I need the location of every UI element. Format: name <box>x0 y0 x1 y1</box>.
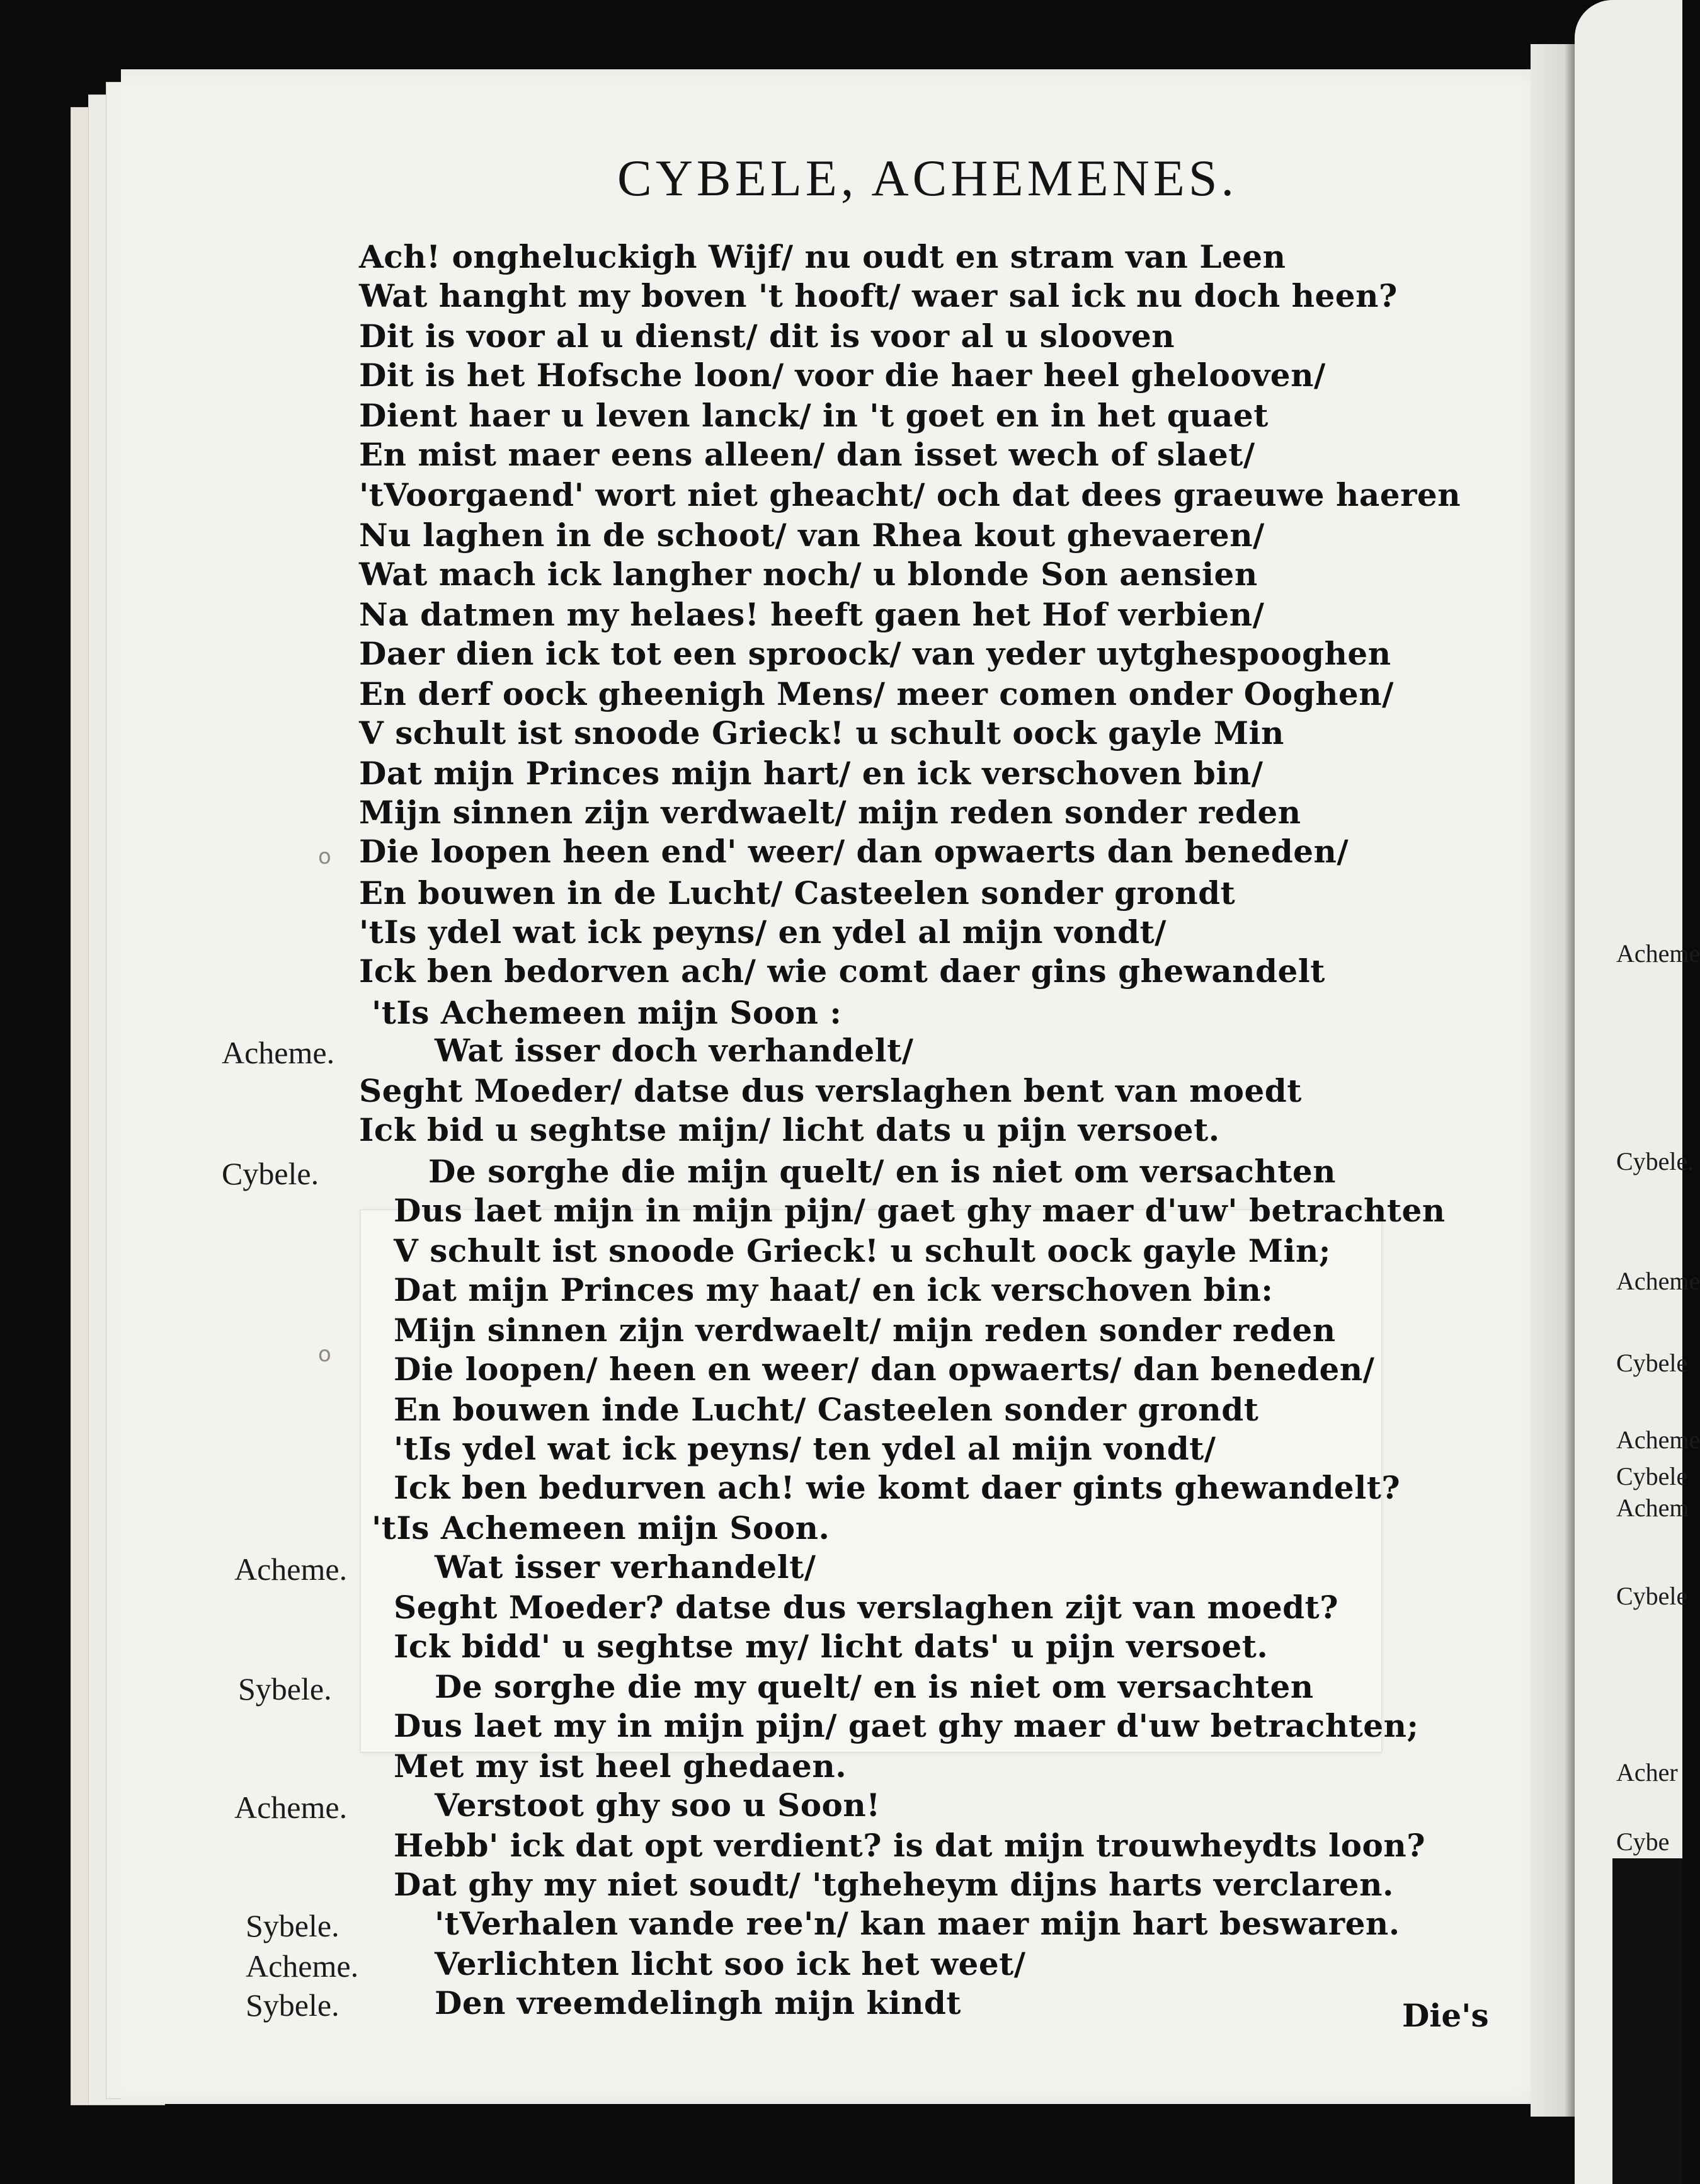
verse-line: Dit is het Hofsche loon/ voor die haer heel ghelooven/ <box>359 357 1326 394</box>
speaker-label: Sybele. <box>246 1908 339 1943</box>
verse-line: Seght Moeder? datse dus verslaghen zijt van moedt? <box>394 1589 1338 1626</box>
facing-speaker-label: Acher <box>1616 1758 1678 1787</box>
speaker-label: Sybele. <box>238 1671 332 1707</box>
verse-line: Nu laghen in de schoot/ van Rhea kout ghevaeren/ <box>359 517 1265 554</box>
verse-line: Wat mach ick langher noch/ u blonde Son aensien <box>359 556 1258 593</box>
verse-line: Dit is voor al u dienst/ dit is voor al u slooven <box>359 317 1175 355</box>
running-header: CYBELE, ACHEMENES. <box>617 149 1238 207</box>
verse-line: 'tIs ydel wat ick peyns/ ten ydel al mijn vondt/ <box>394 1430 1216 1467</box>
verse-line: Daer dien ick tot een sproock/ van yeder uytghespooghen <box>359 635 1391 672</box>
facing-speaker-label: Acheme <box>1616 1426 1700 1454</box>
verse-line: En bouwen inde Lucht/ Casteelen sonder grondt <box>394 1391 1259 1428</box>
verse-line: V schult ist snoode Grieck! u schult oock gayle Min <box>359 714 1284 752</box>
verse-line: Dus laet my in mijn pijn/ gaet ghy maer d'uw betrachten; <box>394 1707 1419 1744</box>
speaker-label: Acheme. <box>246 1948 359 1984</box>
verse-line: En derf oock gheenigh Mens/ meer comen onder Ooghen/ <box>359 675 1394 712</box>
verse-line: Verstoot ghy soo u Soon! <box>435 1787 881 1824</box>
facing-speaker-label: Acheme <box>1616 939 1700 968</box>
verse-line: Met my ist heel ghedaen. <box>394 1747 847 1785</box>
verse-line: 'tVoorgaend' wort niet gheacht/ och dat dees graeuwe haeren <box>359 476 1461 513</box>
verse-line: V schult ist snoode Grieck! u schult oock gayle Min; <box>394 1232 1331 1269</box>
verse-line: Ick bid u seghtse mijn/ licht dats u pijn versoet. <box>359 1111 1220 1148</box>
catchword: Die's <box>1402 1997 1489 2034</box>
verse-line: Seght Moeder/ datse dus verslaghen bent van moedt <box>359 1072 1302 1109</box>
verse-line: Dient haer u leven lanck/ in 't goet en in het quaet <box>359 397 1269 434</box>
verse-line: Ick ben bedorven ach/ wie comt daer gins ghewandelt <box>359 952 1325 990</box>
pencil-mark: o <box>318 844 331 869</box>
verse-line: Ick bidd' u seghtse my/ licht dats' u pijn versoet. <box>394 1628 1269 1665</box>
verse-line: Hebb' ick dat opt verdient? is dat mijn trouwheydts loon? <box>394 1827 1425 1864</box>
speaker-label: Sybele. <box>246 1987 339 2023</box>
verse-line: De sorghe die mijn quelt/ en is niet om versachten <box>428 1153 1337 1190</box>
facing-speaker-label: Cybele. <box>1616 1147 1694 1175</box>
verse-line: 'tIs Achemeen mijn Soon : <box>372 994 842 1031</box>
facing-speaker-label: Cybele <box>1616 1462 1688 1490</box>
verse-line: Dat mijn Princes mijn hart/ en ick verschoven bin/ <box>359 755 1264 792</box>
verse-line: 'tIs Achemeen mijn Soon. <box>372 1509 830 1547</box>
verse-line: Verlichten licht soo ick het weet/ <box>435 1945 1026 1982</box>
verse-line: En mist maer eens alleen/ dan isset wech of slaet/ <box>359 436 1255 473</box>
verse-line: De sorghe die my quelt/ en is niet om versachten <box>435 1668 1314 1705</box>
speaker-label: Cybele. <box>222 1156 319 1191</box>
verse-line: Dat mijn Princes my haat/ en ick verschoven bin: <box>394 1271 1274 1308</box>
pencil-mark: o <box>318 1342 331 1367</box>
verse-line: Die loopen/ heen en weer/ dan opwaerts/ dan beneden/ <box>394 1351 1375 1388</box>
facing-page-edge <box>1612 1858 1682 2184</box>
facing-speaker-label: Achem <box>1616 1494 1689 1522</box>
verse-line: Dus laet mijn in mijn pijn/ gaet ghy maer d'uw' betrachten <box>394 1192 1446 1229</box>
verse-line: Wat isser doch verhandelt/ <box>435 1032 914 1069</box>
verse-line: Ick ben bedurven ach! wie komt daer gints ghewandelt? <box>394 1469 1401 1506</box>
verse-line: Den vreemdelingh mijn kindt <box>435 1984 961 2021</box>
verse-line: Wat hanght my boven 't hooft/ waer sal ick nu doch heen? <box>359 277 1398 314</box>
verse-line: Wat isser verhandelt/ <box>435 1548 816 1586</box>
facing-speaker-label: Cybele <box>1616 1349 1688 1377</box>
facing-speaker-label: Cybe <box>1616 1827 1670 1856</box>
verse-line: Mijn sinnen zijn verdwaelt/ mijn reden sonder reden <box>394 1312 1336 1349</box>
speaker-label: Acheme. <box>234 1790 348 1825</box>
facing-speaker-label: Acheme <box>1616 1267 1700 1295</box>
verse-line: 'tVerhalen vande ree'n/ kan maer mijn hart beswaren. <box>435 1905 1400 1942</box>
verse-line: Mijn sinnen zijn verdwaelt/ mijn reden sonder reden <box>359 794 1301 831</box>
verse-line: Die loopen heen end' weer/ dan opwaerts dan beneden/ <box>359 833 1349 870</box>
verse-line: 'tIs ydel wat ick peyns/ en ydel al mijn vondt/ <box>359 913 1167 951</box>
verse-line: Ach! ongheluckigh Wijf/ nu oudt en stram van Leen <box>359 238 1286 275</box>
speaker-label: Acheme. <box>222 1035 335 1070</box>
verse-line: Dat ghy my niet soudt/ 'tgheheym dijns harts verclaren. <box>394 1866 1394 1903</box>
verse-line: Na datmen my helaes! heeft gaen het Hof verbien/ <box>359 596 1265 633</box>
speaker-label: Acheme. <box>234 1552 348 1587</box>
facing-speaker-label: Cybele <box>1616 1582 1688 1610</box>
verse-line: En bouwen in de Lucht/ Casteelen sonder grondt <box>359 874 1236 912</box>
